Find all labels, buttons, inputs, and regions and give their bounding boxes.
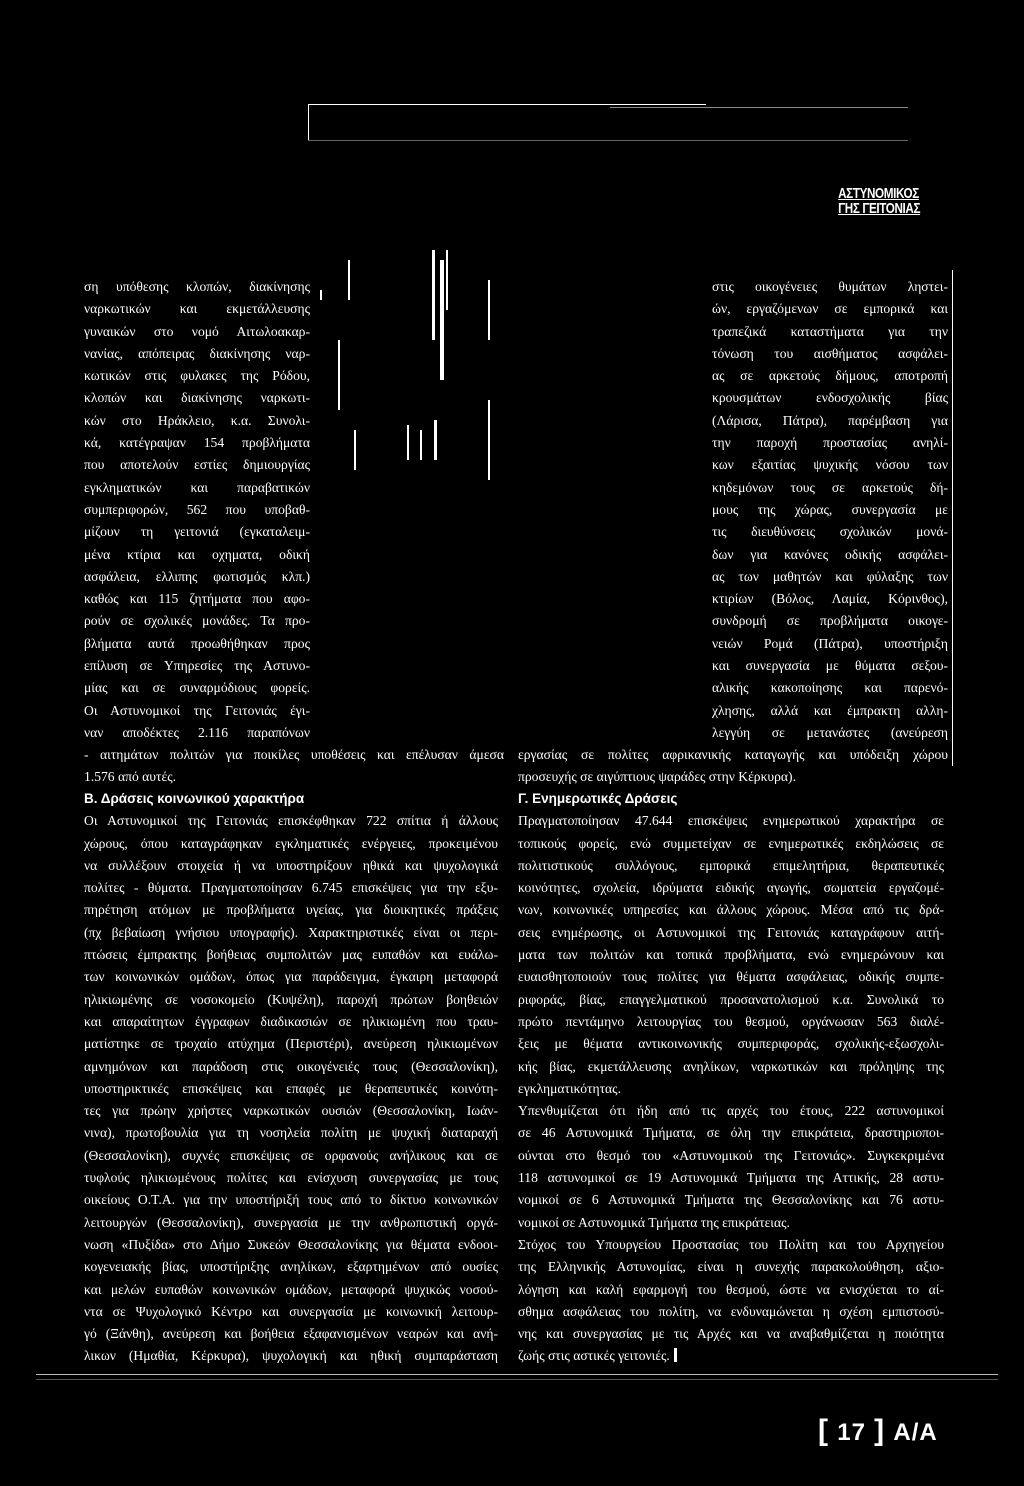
- text-line: χλησης, αλλά και έμπρακτη αλλη-: [712, 702, 948, 718]
- text-line: ναρκωτικών και εκμετάλλευσης: [84, 301, 310, 317]
- text-line: νομικοί σε Αστυνομικά Τμήματα της επικράτειας.: [518, 1214, 790, 1230]
- text-line: ευαισθητοποιούν τους πολίτες για θέματα ασφάλειας, οδικής συμπε-: [518, 969, 944, 985]
- text-line: νωση «Πυξίδα» στο Δήμο Συκεών Θεσσαλονίκης για θέματα ενδοοι-: [84, 1236, 498, 1252]
- text-line: πολίτες - θύματα. Πραγματοποίησαν 6.745 επισκέψεις για την εξυ-: [84, 880, 498, 896]
- text-line: 118 αστυνομικοί σε 19 Αστυνομικά Τμήματα της Αττικής, 28 αστυ-: [518, 1170, 944, 1186]
- text-line: κτιρίων (Βόλος, Λαμία, Κόρινθος),: [712, 591, 948, 607]
- top-frame-bottom: [308, 140, 908, 141]
- text-line: τοπικούς φορείς, ενώ συμμετείχαν σε ενημερωτικές εκδηλώσεις σε: [518, 835, 944, 851]
- text-line: πολιτιστικούς συλλόγους, εμπορικά επιμελητήρια, θεραπευτικές: [518, 857, 944, 873]
- text-line: ούνται στο θεσμό του «Αστυνομικού της Γειτονιάς». Συγκεκριμένα: [518, 1147, 944, 1163]
- text-line: συνδρομή σε προβλήματα οικογε-: [712, 613, 948, 629]
- text-line: εγκληματικότητας.: [518, 1080, 621, 1096]
- text-line: πρώτο πεντάμηνο λειτουργίας του θεσμού, οργάνωσαν 563 διαλέ-: [518, 1013, 944, 1029]
- end-mark-icon: [674, 1348, 677, 1362]
- page-bracket-left: [: [818, 1414, 829, 1447]
- text-line: ματίστηκε σε τροχαίο ατύχημα (Περιστέρι), ανεύρεση ηλικιωμένων: [84, 1036, 498, 1052]
- text-line: αμνημόνων και παράδοση στις οικογένειές τους (Θεσσαλονίκη),: [84, 1058, 498, 1074]
- text-line: επίλυση σε Υπηρεσίες της Αστυνο-: [84, 658, 310, 674]
- text-line: σε 46 Αστυνομικά Τμήματα, σε όλη την επικράτεια, δραστηριοποι-: [518, 1125, 944, 1141]
- top-rule-thin: [610, 107, 908, 108]
- text-line: μίζουν τη γειτονιά (εγκαταλειμ-: [84, 524, 310, 540]
- right-column-rule: [952, 270, 953, 766]
- text-line: ηλικιωμένης σε νοσοκομείο (Κυψέλη), παροχή πρώτων βοηθειών: [84, 991, 498, 1007]
- right-wide-text: [518, 744, 948, 789]
- text-line: και απαραίτητων έγγραφων διαδικασιών σε ηλικιωμένη που τραυ-: [84, 1013, 498, 1029]
- text-line: Στόχος του Υπουργείου Προστασίας του Πολίτη και του Αρχηγείου: [518, 1236, 944, 1252]
- text-line: τυφλούς ηλικιωμένους πολίτες και ενίσχυση συνεργασίας με τους: [84, 1170, 498, 1186]
- text-line: (πχ βεβαίωση γνήσιου υπογραφής). Χαρακτηριστικές είναι οι περι-: [84, 924, 498, 940]
- text-line: γό (Ξάνθη), ανεύρεση και βοήθεια εξαφανισμένων νεαρών και ανή-: [84, 1326, 498, 1342]
- text-line: και συνεργασία με θύματα σεξου-: [712, 658, 948, 674]
- text-line: νινα), πρωτοβουλία για τη νοσηλεία πολίτη με ψυχική διαταραχή: [84, 1125, 498, 1141]
- text-line: εγκληματικών και παραβατικών: [84, 479, 310, 495]
- text-line: λικων (Ημαθία, Κέρκυρα), ψυχολογική και ηθική συμπαράσταση: [84, 1348, 498, 1364]
- text-line: κλοπών και διακίνησης ναρκωτι-: [84, 390, 310, 406]
- photo-area: [310, 250, 705, 690]
- left-column: [84, 276, 310, 744]
- text-line: λεγγύη σε μετανάστες (ανεύρεση: [712, 724, 948, 740]
- text-line: Υπενθυμίζεται ότι ήδη από τις αρχές του έτους, 222 αστυνομικοί: [518, 1103, 944, 1119]
- text-line: ας σε αρκετούς δήμους, αποτροπή: [712, 368, 948, 384]
- text-line: τραπεζικά καταστήματα για την: [712, 323, 948, 339]
- text-line: Οι Αστυνομικοί της Γειτονιάς επισκέφθηκαν 722 σπίτια ή άλλους: [84, 813, 498, 829]
- footer-rule: [36, 1374, 998, 1375]
- text-line: της Ελληνικής Αστυνομίας, είναι η συνεχής παρακολούθηση, αξιο-: [518, 1259, 944, 1275]
- text-line: προσευχής σε αιγύπτιους ψαράδες στην Κέρκυρα).: [518, 769, 796, 785]
- text-line: Πραγματοποίησαν 47.644 επισκέψεις ενημερωτικού χαρακτήρα σε: [518, 813, 944, 829]
- text-line: (Θεσσαλονίκη), συχνές επισκέψεις σε ορφανούς ανήλικους και σε: [84, 1147, 498, 1163]
- text-line: κής βίας, εκμετάλλευσης ανηλίκων, ναρκωτικών και πρόληψης της: [518, 1058, 944, 1074]
- text-line: ντα σε Ψυχολογικό Κέντρο και συνεργασία με κοινωνική λειτουρ-: [84, 1303, 498, 1319]
- text-line: και μελών ευπαθών κοινωνικών ομάδων, μεταφορά ψυχικώς νοσού-: [84, 1281, 498, 1297]
- text-line: κωτικών στις φυλακες της Ρόδου,: [84, 368, 310, 384]
- text-line: οικείους Ο.Τ.Α. για την υποστήριξή τους από το δίκτυο κοινωνικών: [84, 1192, 498, 1208]
- page-number-value: 17: [837, 1419, 866, 1446]
- text-line: την παροχή προστασίας ανηλί-: [712, 435, 948, 451]
- text-line: πτώσεις έμπρακτης βοήθειας συμπολιτών μας ευπαθών και ευάλω-: [84, 947, 498, 963]
- text-line: ας των μαθητών και φύλαξης των: [712, 568, 948, 584]
- text-line: να συλλέξουν στοιχεία ή να υποστηρίξουν ηθικά και ψυχολογικά: [84, 857, 498, 873]
- text-line: τες για πρώην χρήστες ναρκωτικών ουσιών (Θεσσαλονίκη, Ιωάν-: [84, 1103, 498, 1119]
- text-line: κών στο Ηράκλειο, κ.α. Συνολι-: [84, 412, 310, 428]
- text-line: δων για κανόνες οδικής ασφάλει-: [712, 546, 948, 562]
- text-line: τις διευθύνσεις σχολικών μονά-: [712, 524, 948, 540]
- closing-text: ζωής στις αστικές γειτονιές.: [518, 1348, 670, 1364]
- text-line: κοινότητες, σχολεία, ιδρύματα ειδικής αγωγής, σωματεία εργαζομέ-: [518, 880, 944, 896]
- text-line: υποστηρικτικές επισκέψεις και επαφές με θεραπευτικές κοινότη-: [84, 1080, 498, 1096]
- text-line: καθώς και 115 ζητήματα που αφο-: [84, 591, 310, 607]
- header-line-2: ΓΗΣ ΓΕΙΤΟΝΙΑΣ: [838, 200, 920, 217]
- section-header: [838, 186, 920, 216]
- text-line: κων εξαιτίας ψυχικής νόσου των: [712, 457, 948, 473]
- top-frame-left: [308, 104, 309, 140]
- text-line: μίας και σε συναρμόδιους φορείς.: [84, 680, 310, 696]
- text-line: χώρους, όπου καταγράφηκαν εγκληματικές ενέργειες, προκειμένου: [84, 835, 498, 851]
- text-line: νανίας, απόπειρας διακίνησης ναρ-: [84, 345, 310, 361]
- text-line: βλήματα αυτά προωθήθηκαν προς: [84, 635, 310, 651]
- section-b-heading: Β. Δράσεις κοινωνικού χαρακτήρα: [84, 791, 305, 806]
- text-line: ναν αποδέκτες 2.116 παραπόνων: [84, 724, 310, 740]
- footer-rule-dashed: [36, 1379, 998, 1380]
- page-suffix: Α/Α: [893, 1419, 938, 1446]
- text-line: νης και συνεργασίας με τις Αρχές και να αναβαθμίζεται η ποιότητα: [518, 1326, 944, 1342]
- text-line: αλικής κακοποίησης και παρενό-: [712, 680, 948, 696]
- section-g-heading: Γ. Ενημερωτικές Δράσεις: [518, 791, 678, 806]
- text-line: 1.576 από αυτές.: [84, 769, 176, 785]
- text-line: σεις ενημέρωσης, οι Αστυνομικοί της Γειτονιάς καταγράφουν αιτή-: [518, 924, 944, 940]
- left-wide-text: [84, 744, 504, 789]
- page-number: [818, 1414, 938, 1447]
- text-line: μένα κτίρια και οχηματα, οδική: [84, 546, 310, 562]
- text-line: των κοινωνικών ομάδων, όπως για παράδειγμα, έγκαιρη μεταφορά: [84, 969, 498, 985]
- text-line: [518, 1345, 944, 1367]
- text-line: στις οικογένειες θυμάτων ληστει-: [712, 279, 948, 294]
- text-line: - αιτημάτων πολιτών για ποικίλες υποθέσεις και επέλυσαν άμεσα: [84, 747, 504, 762]
- text-line: κηδεμόνων τους σε αρκετούς δή-: [712, 479, 948, 495]
- text-line: ών, εργαζόμενων σε εμπορικά και: [712, 301, 948, 317]
- text-line: που αποτελούν εστίες δημιουργίας: [84, 457, 310, 473]
- page-bracket-right: ]: [874, 1414, 886, 1447]
- text-line: συμπεριφορών, 562 που υποβαθ-: [84, 501, 310, 517]
- text-line: (Λάρισα, Πάτρα), παρέμβαση για: [712, 412, 948, 428]
- top-rule: [308, 104, 706, 105]
- right-column: [712, 276, 948, 744]
- text-line: ξεις με θέματα αντικοινωνικής συμπεριφοράς, σχολικής-εξωσχολι-: [518, 1036, 944, 1052]
- text-line: κογενειακής βίας, υποστήριξης ανηλίκων, εξαρτημένων από ουσίες: [84, 1259, 498, 1275]
- text-line: κρουσμάτων ενδοσχολικής βίας: [712, 390, 948, 406]
- text-line: τόνωση του αισθήματος ασφάλει-: [712, 345, 948, 361]
- text-line: ριφοράς, βίας, επαγγελματικού προσανατολισμού κ.α. Συνολικά το: [518, 991, 944, 1007]
- text-line: ση υπόθεσης κλοπών, διακίνησης: [84, 279, 310, 294]
- text-line: σθημα ασφάλειας του πολίτη, να ενδυναμώνεται η σχέση εμπιστοσύ-: [518, 1303, 944, 1319]
- text-line: μους της χώρας, συνεργασία με: [712, 501, 948, 517]
- text-line: νων, κοινωνικές υπηρεσίες και άλλους χώρους. Μέσα από τις δρά-: [518, 902, 944, 918]
- text-line: ασφάλεια, ελλιπης φωτισμός κλπ.): [84, 568, 310, 584]
- text-line: λόγηση και καλή εφαρμογή του θεσμού, ώστε να ενισχύεται το αί-: [518, 1281, 944, 1297]
- section-g: [518, 788, 944, 1368]
- text-line: νειών Ρομά (Πάτρα), υποστήριξη: [712, 635, 948, 651]
- text-line: εργασίας σε πολίτες αφρικανικής καταγωγής και υπόδειξη χώρου: [518, 747, 948, 762]
- text-line: λειτουργών (Θεσσαλονίκη), συνεργασία με την ανθρωπιστική οργά-: [84, 1214, 498, 1230]
- header-line-1: ΑΣΤΥΝΟΜΙΚΟΣ: [838, 185, 919, 202]
- text-line: γυναικών στο νομό Αιτωλοακαρ-: [84, 323, 310, 339]
- text-line: Οι Αστυνομικοί της Γειτονιάς έγι-: [84, 702, 310, 718]
- text-line: ρούν σε σχολικές μονάδες. Τα προ-: [84, 613, 310, 629]
- text-line: κά, κατέγραψαν 154 προβλήματα: [84, 435, 310, 451]
- text-line: πηρέτηση ατόμων με προβλήματα υγείας, για διοικητικές πράξεις: [84, 902, 498, 918]
- text-line: νομικοί σε 6 Αστυνομικά Τμήματα της Θεσσαλονίκης και 76 αστυ-: [518, 1192, 944, 1208]
- text-line: ματα των πολιτών και τοπικά προβλήματα, ενώ ενημερώνουν και: [518, 947, 944, 963]
- section-b: [84, 788, 498, 1368]
